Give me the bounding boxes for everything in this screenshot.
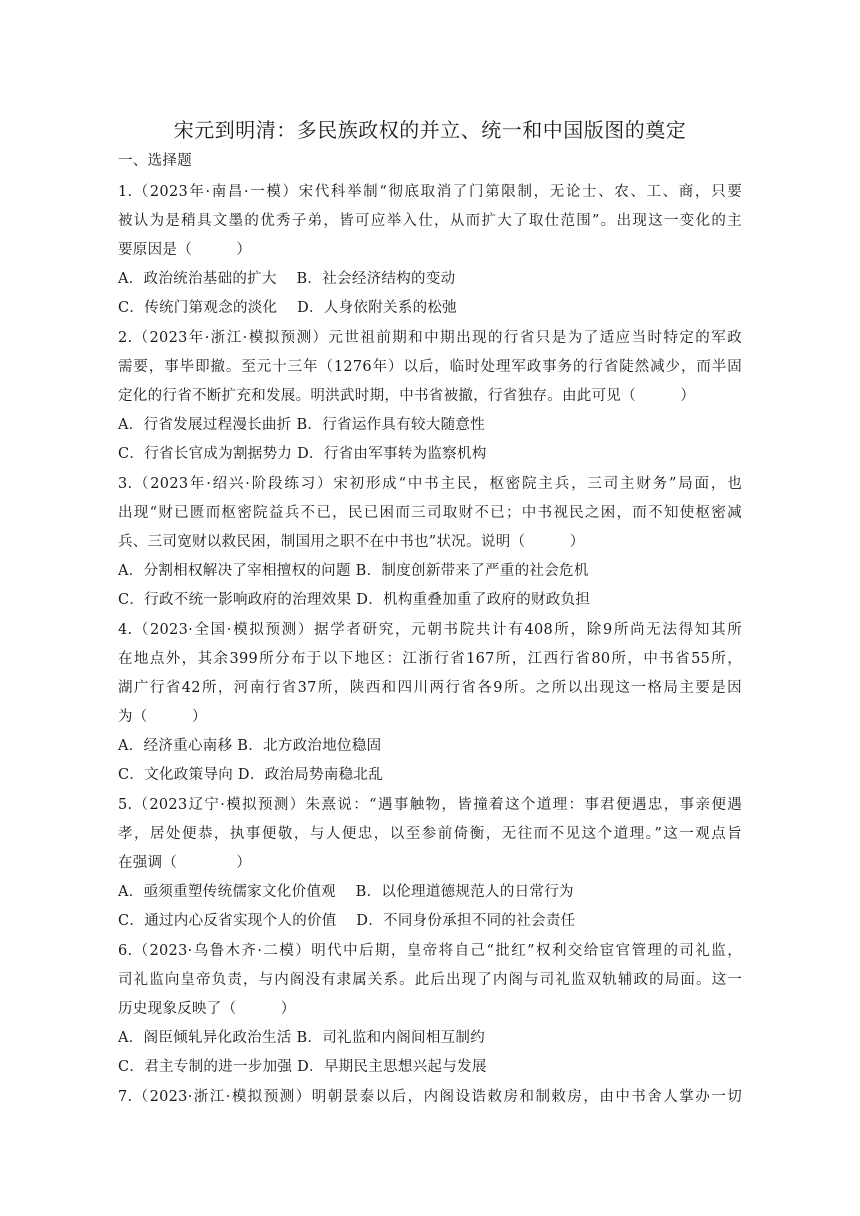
question-3-line: 出现“财已匮而枢密院益兵不已，民已困而三司取财不已；中书视民之困，而不知使枢密减: [118, 505, 742, 521]
question-3-line: 3.（2023年·绍兴·阶段练习）宋初形成“中书主民，枢密院主兵，三司主财务”局面，也: [118, 476, 742, 492]
question-6-line: 司礼监向皇帝负责，与内阁没有隶属关系。此后出现了内阁与司礼监双轨辅政的局面。这一: [118, 972, 742, 988]
question-3-options: C．行政不统一影响政府的治理效果 D．机构重叠加重了政府的财政负担: [118, 592, 591, 608]
page-title: 宋元到明清：多民族政权的并立、统一和中国版图的奠定: [173, 118, 687, 142]
question-5-options: C．通过内心反省实现个人的价值 D．不同身份承担不同的社会责任: [118, 913, 576, 929]
question-5-options: A．亟须重塑传统儒家文化价值观 B．以伦理道德规范人的日常行为: [118, 884, 574, 900]
question-2-line: 2.（2023年·浙江·模拟预测）元世祖前期和中期出现的行省只是为了适应当时特定的军政: [118, 330, 742, 346]
question-4-options: A．经济重心南移 B．北方政治地位稳固: [118, 738, 382, 754]
question-5-line: 孝，居处便恭，执事便敬，与人便忠，以至参前倚衡，无往而不见这个道理。”这一观点旨: [118, 826, 742, 842]
section-heading: 一、选择题: [118, 153, 192, 169]
question-2-options: C．行省长官成为割据势力 D．行省由军事转为监察机构: [118, 446, 487, 462]
question-6-options: A．阁臣倾轧异化政治生活 B．司礼监和内阁间相互制约: [118, 1030, 486, 1046]
question-3-line: 兵、三司宽财以救民困，制国用之职不在中书也”状况。说明（ ）: [118, 534, 585, 550]
question-1-options: A．政治统治基础的扩大 B．社会经济结构的变动: [118, 271, 456, 287]
question-6-options: C．君主专制的进一步加强 D．早期民主思想兴起与发展: [118, 1059, 487, 1075]
question-5-line: 5.（2023辽宁·模拟预测）朱熹说：“遇事触物，皆撞着这个道理：事君便遇忠，事亲便遇: [118, 797, 742, 813]
question-4-line: 为（ ）: [118, 709, 207, 725]
question-1-line: 被认为是稍具文墨的优秀子弟，皆可应举入仕，从而扩大了取仕范围”。出现这一变化的主: [118, 213, 742, 229]
question-1-line: 要原因是（ ）: [118, 242, 252, 258]
question-1-options: C．传统门第观念的淡化 D．人身依附关系的松弛: [118, 300, 458, 316]
question-5-line: 在强调（ ）: [118, 855, 252, 871]
question-4-options: C．文化政策导向 D．政治局势南稳北乱: [118, 767, 384, 783]
question-4-line: 在地点外，其余399所分布于以下地区：江浙行省167所，江西行省80所，中书省55所，: [118, 651, 742, 667]
question-4-line: 4.（2023·全国·模拟预测）据学者研究，元朝书院共计有408所，除9所尚无法得知其所: [118, 622, 742, 638]
question-2-options: A．行省发展过程漫长曲折 B．行省运作具有较大随意性: [118, 417, 486, 433]
question-7-line: 7.（2023·浙江·模拟预测）明朝景泰以后，内阁设诰敕房和制敕房，由中书舍人掌办一切: [118, 1089, 742, 1105]
question-2-line: 定化的行省不断扩充和发展。明洪武时期，中书省被撤，行省独存。由此可见（ ）: [118, 388, 696, 404]
question-1-line: 1.（2023年·南昌·一模）宋代科举制“彻底取消了门第限制，无论士、农、工、商，只要: [118, 184, 742, 200]
question-3-options: A．分割相权解决了宰相擅权的问题 B．制度创新带来了严重的社会危机: [118, 563, 589, 579]
question-2-line: 需要，事毕即撤。至元十三年（1276年）以后，临时处理军政事务的行省陡然减少，而半固: [118, 359, 742, 375]
question-4-line: 湖广行省42所，河南行省37所，陕西和四川两行省各9所。之所以出现这一格局主要是因: [118, 680, 742, 696]
question-6-line: 6.（2023·乌鲁木齐·二模）明代中后期，皇帝将自己“批红”权利交给宦官管理的司礼监，: [118, 943, 742, 959]
question-6-line: 历史现象反映了（ ）: [118, 1001, 296, 1017]
